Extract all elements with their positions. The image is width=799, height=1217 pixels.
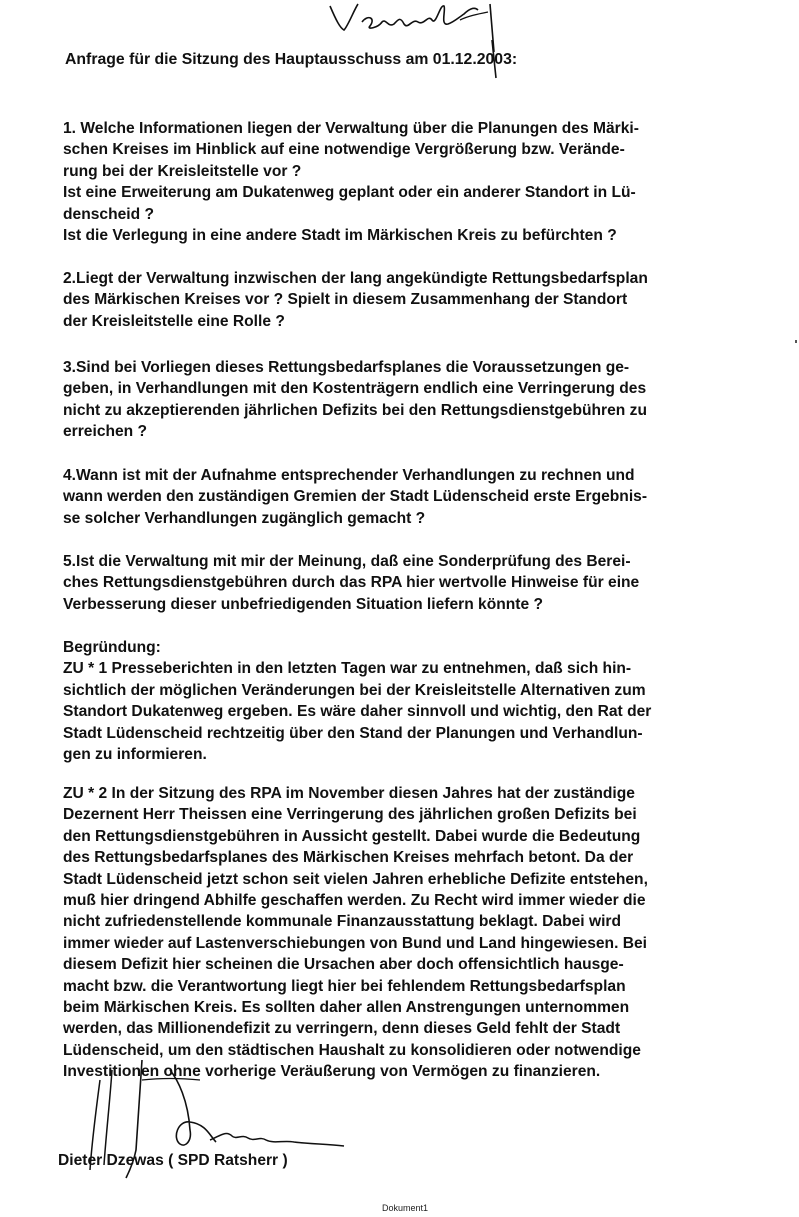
reasoning-line: sichtlich der möglichen Veränderungen bei der Kreisleitstelle Alternativen zum xyxy=(63,681,646,699)
reasoning-line: immer wieder auf Lastenverschiebungen von Bund und Land hingewiesen. Bei xyxy=(63,934,648,952)
handwritten-annotation xyxy=(328,0,508,55)
question-line: des Märkischen Kreises vor ? Spielt in diesem Zusammenhang der Standort xyxy=(63,291,628,309)
reasoning-zu-2 xyxy=(63,783,783,1083)
handwritten-stroke xyxy=(488,40,502,80)
question-line: Ist die Verlegung in eine andere Stadt im Märkischen Kreis zu befürchten ? xyxy=(63,227,617,245)
reasoning-zu-1 xyxy=(63,637,783,765)
reasoning-line: diesem Defizit hier scheinen die Ursachen aber doch offensichtlich hausge- xyxy=(63,956,624,974)
question-line: se solcher Verhandlungen zugänglich gemacht ? xyxy=(63,509,426,527)
question-line: 2.Liegt der Verwaltung inzwischen der lang angekündigte Rettungsbedarfsplan xyxy=(63,270,648,287)
reasoning-line: muß hier dringend Abhilfe geschaffen werden. Zu Recht wird immer wieder die xyxy=(63,892,646,910)
reasoning-line: Stadt Lüdenscheid rechtzeitig über den Stand der Planungen und Verhandlun- xyxy=(63,724,643,742)
question-line: Verbesserung dieser unbefriedigenden Situation liefern könnte ? xyxy=(63,595,544,613)
reasoning-line: des Rettungsbedarfsplanes des Märkischen Kreises mehrfach betont. Da der xyxy=(63,849,634,867)
document-footer: Dokument1 xyxy=(382,1203,429,1213)
question-line: erreichen ? xyxy=(63,423,148,441)
reasoning-line: ZU * 1 Presseberichten in den letzten Tagen war zu entnehmen, daß sich hin- xyxy=(63,660,632,678)
question-line: denscheid ? xyxy=(63,205,154,223)
reasoning-line: Stadt Lüdenscheid jetzt schon seit vielen Jahren erhebliche Defizite entstehen, xyxy=(63,870,648,888)
signature-name: Dieter Dzewas ( SPD Ratsherr ) xyxy=(58,1152,288,1169)
reasoning-line: beim Märkischen Kreis. Es sollten daher allen Anstrengungen unternommen xyxy=(63,999,630,1017)
question-line: der Kreisleitstelle eine Rolle ? xyxy=(63,312,285,330)
question-5 xyxy=(63,551,783,615)
question-line: 4.Wann ist mit der Aufnahme entsprechender Verhandlungen zu rechnen und xyxy=(63,467,635,484)
question-1 xyxy=(63,118,783,246)
question-line: 1. Welche Informationen liegen der Verwaltung über die Planungen des Märki- xyxy=(63,120,639,137)
question-line: geben, in Verhandlungen mit den Kostenträgern endlich eine Verringerung des xyxy=(63,380,647,398)
reasoning-line: gen zu informieren. xyxy=(63,746,207,764)
reasoning-line: Lüdenscheid, um den städtischen Haushalt zu konsolidieren oder notwendige xyxy=(63,1041,641,1059)
question-line: wann werden den zuständigen Gremien der Stadt Lüdenscheid erste Ergebnis- xyxy=(63,488,648,506)
question-3 xyxy=(63,357,783,443)
question-line: rung bei der Kreisleitstelle vor ? xyxy=(63,162,302,180)
reasoning-line: den Rettungsdienstgebühren in Aussicht gestellt. Dabei wurde die Bedeutung xyxy=(63,827,641,845)
reasoning-line: ZU * 2 In der Sitzung des RPA im November diesen Jahres hat der zuständige xyxy=(63,785,635,802)
reasoning-line: werden, das Millionendefizit zu verringern, denn dieses Geld fehlt der Stadt xyxy=(63,1020,621,1038)
question-line: 5.Ist die Verwaltung mit mir der Meinung, daß eine Sonderprüfung des Berei- xyxy=(63,553,631,570)
question-line: Ist eine Erweiterung am Dukatenweg geplant oder ein anderer Standort in Lü- xyxy=(63,184,636,202)
reasoning-line: nicht zufriedenstellende kommunale Finanzausstattung beklagt. Dabei wird xyxy=(63,913,622,931)
question-line: 3.Sind bei Vorliegen dieses Rettungsbedarfsplanes die Voraussetzungen ge- xyxy=(63,359,630,376)
document-header: Anfrage für die Sitzung des Hauptausschuss am 01.12.2003: xyxy=(65,51,518,68)
question-line: ches Rettungsdienstgebühren durch das RPA hier wertvolle Hinweise für eine xyxy=(63,574,640,592)
question-2 xyxy=(63,268,783,332)
reasoning-line: Investitionen ohne vorherige Veräußerung von Vermögen zu finanzieren. xyxy=(63,1063,601,1081)
reasoning-line: Dezernent Herr Theissen eine Verringerung des jährlichen großen Defizits bei xyxy=(63,806,637,824)
scan-artifact xyxy=(795,340,797,343)
question-4 xyxy=(63,465,783,529)
question-line: schen Kreises im Hinblick auf eine notwendige Vergrößerung bzw. Verände- xyxy=(63,141,625,159)
question-line: nicht zu akzeptierenden jährlichen Defizits bei den Rettungsdienstgebühren zu xyxy=(63,401,647,419)
reasoning-line: macht bzw. die Verantwortung liegt hier bei fehlendem Rettungsbedarfsplan xyxy=(63,977,626,995)
reasoning-line: Standort Dukatenweg ergeben. Es wäre daher sinnvoll und wichtig, den Rat der xyxy=(63,703,652,721)
reasoning-heading: Begründung: xyxy=(63,639,161,656)
